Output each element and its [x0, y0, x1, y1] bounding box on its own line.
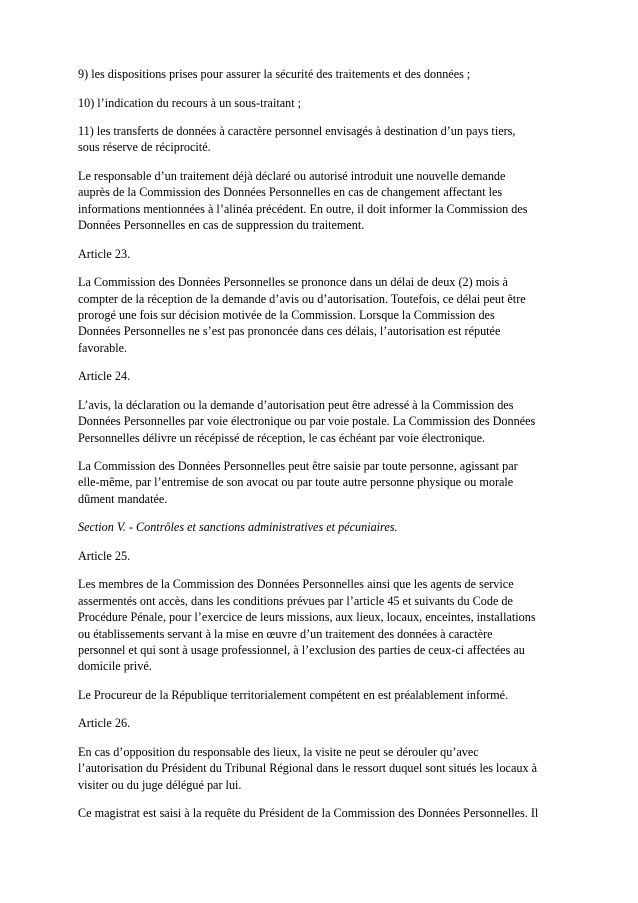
article-heading-23: Article 23. [78, 246, 131, 261]
article-heading-24: Article 24. [78, 369, 131, 384]
paragraph-item-9: 9) les dispositions prises pour assurer la sécurité des traitements et des données ; [78, 67, 471, 81]
paragraph-item-10: 10) l’indication du recours à un sous-traitant ; [78, 95, 302, 110]
article-heading-25: Article 25. [78, 548, 131, 563]
document-body [78, 66, 562, 834]
article-heading-26: Article 26. [78, 716, 131, 731]
paragraph-article-25-1: Les membres de la Commission des Données Personnelles ainsi que les agents de service assermentés ont accès, dans les conditions prévues par l’article 45 et suivants du Code de Procédure Pénale, pour l’exercice de leurs missions, aux lieux, locaux, enceintes, installations ou établissements servant à la mise en œuvre d’un traitement des données à caractère personnel et qui sont à usage professionnel, à l’exclusion des parties de ceux-ci affectées au domicile privé. [78, 577, 536, 674]
paragraph-item-11: 11) les transferts de données à caractère personnel envisagés à destination d’un pays tiers, sous réserve de réciprocité. [78, 124, 516, 155]
paragraph-article-24-2: La Commission des Données Personnelles peut être saisie par toute personne, agissant par elle-même, par l’entremise de son avocat ou par toute autre personne physique ou morale dûment mandatée. [78, 459, 518, 506]
section-heading-v: Section V. - Contrôles et sanctions administratives et pécuniaires. [78, 520, 398, 535]
paragraph-article-23: La Commission des Données Personnelles se prononce dans un délai de deux (2) mois à compter de la réception de la demande d’avis ou d’autorisation. Toutefois, ce délai peut être prorogé une fois sur décision motivée de la Commission. Lorsque la Commission des Données Personnelles ne s’est pas prononcée dans ces délais, l’autorisation est réputée favorable. [78, 275, 526, 355]
paragraph-article-26-2: Ce magistrat est saisi à la requête du Président de la Commission des Données Personnelles. Il [78, 806, 539, 821]
paragraph-article-24-1: L’avis, la déclaration ou la demande d’autorisation peut être adressé à la Commission des Données Personnelles par voie électronique ou par voie postale. La Commission des Données Personnelles délivre un récépissé de réception, le cas échéant par voie électronique. [78, 397, 536, 445]
paragraph-new-request: Le responsable d’un traitement déjà déclaré ou autorisé introduit une nouvelle demande auprès de la Commission des Données Personnelles en cas de changement affectant les informations mentionnées à l’alinéa précédent. En outre, il doit informer la Commission des Données Personnelles en cas de suppression du traitement. [78, 168, 528, 233]
paragraph-article-25-2: Le Procureur de la République territorialement compétent en est préalablement informé. [78, 687, 509, 702]
paragraph-article-26-1: En cas d’opposition du responsable des lieux, la visite ne peut se dérouler qu’avec l’autorisation du Président du Tribunal Régional dans le ressort duquel sont situés les locaux à visiter ou du juge délégué par lui. [78, 744, 538, 792]
